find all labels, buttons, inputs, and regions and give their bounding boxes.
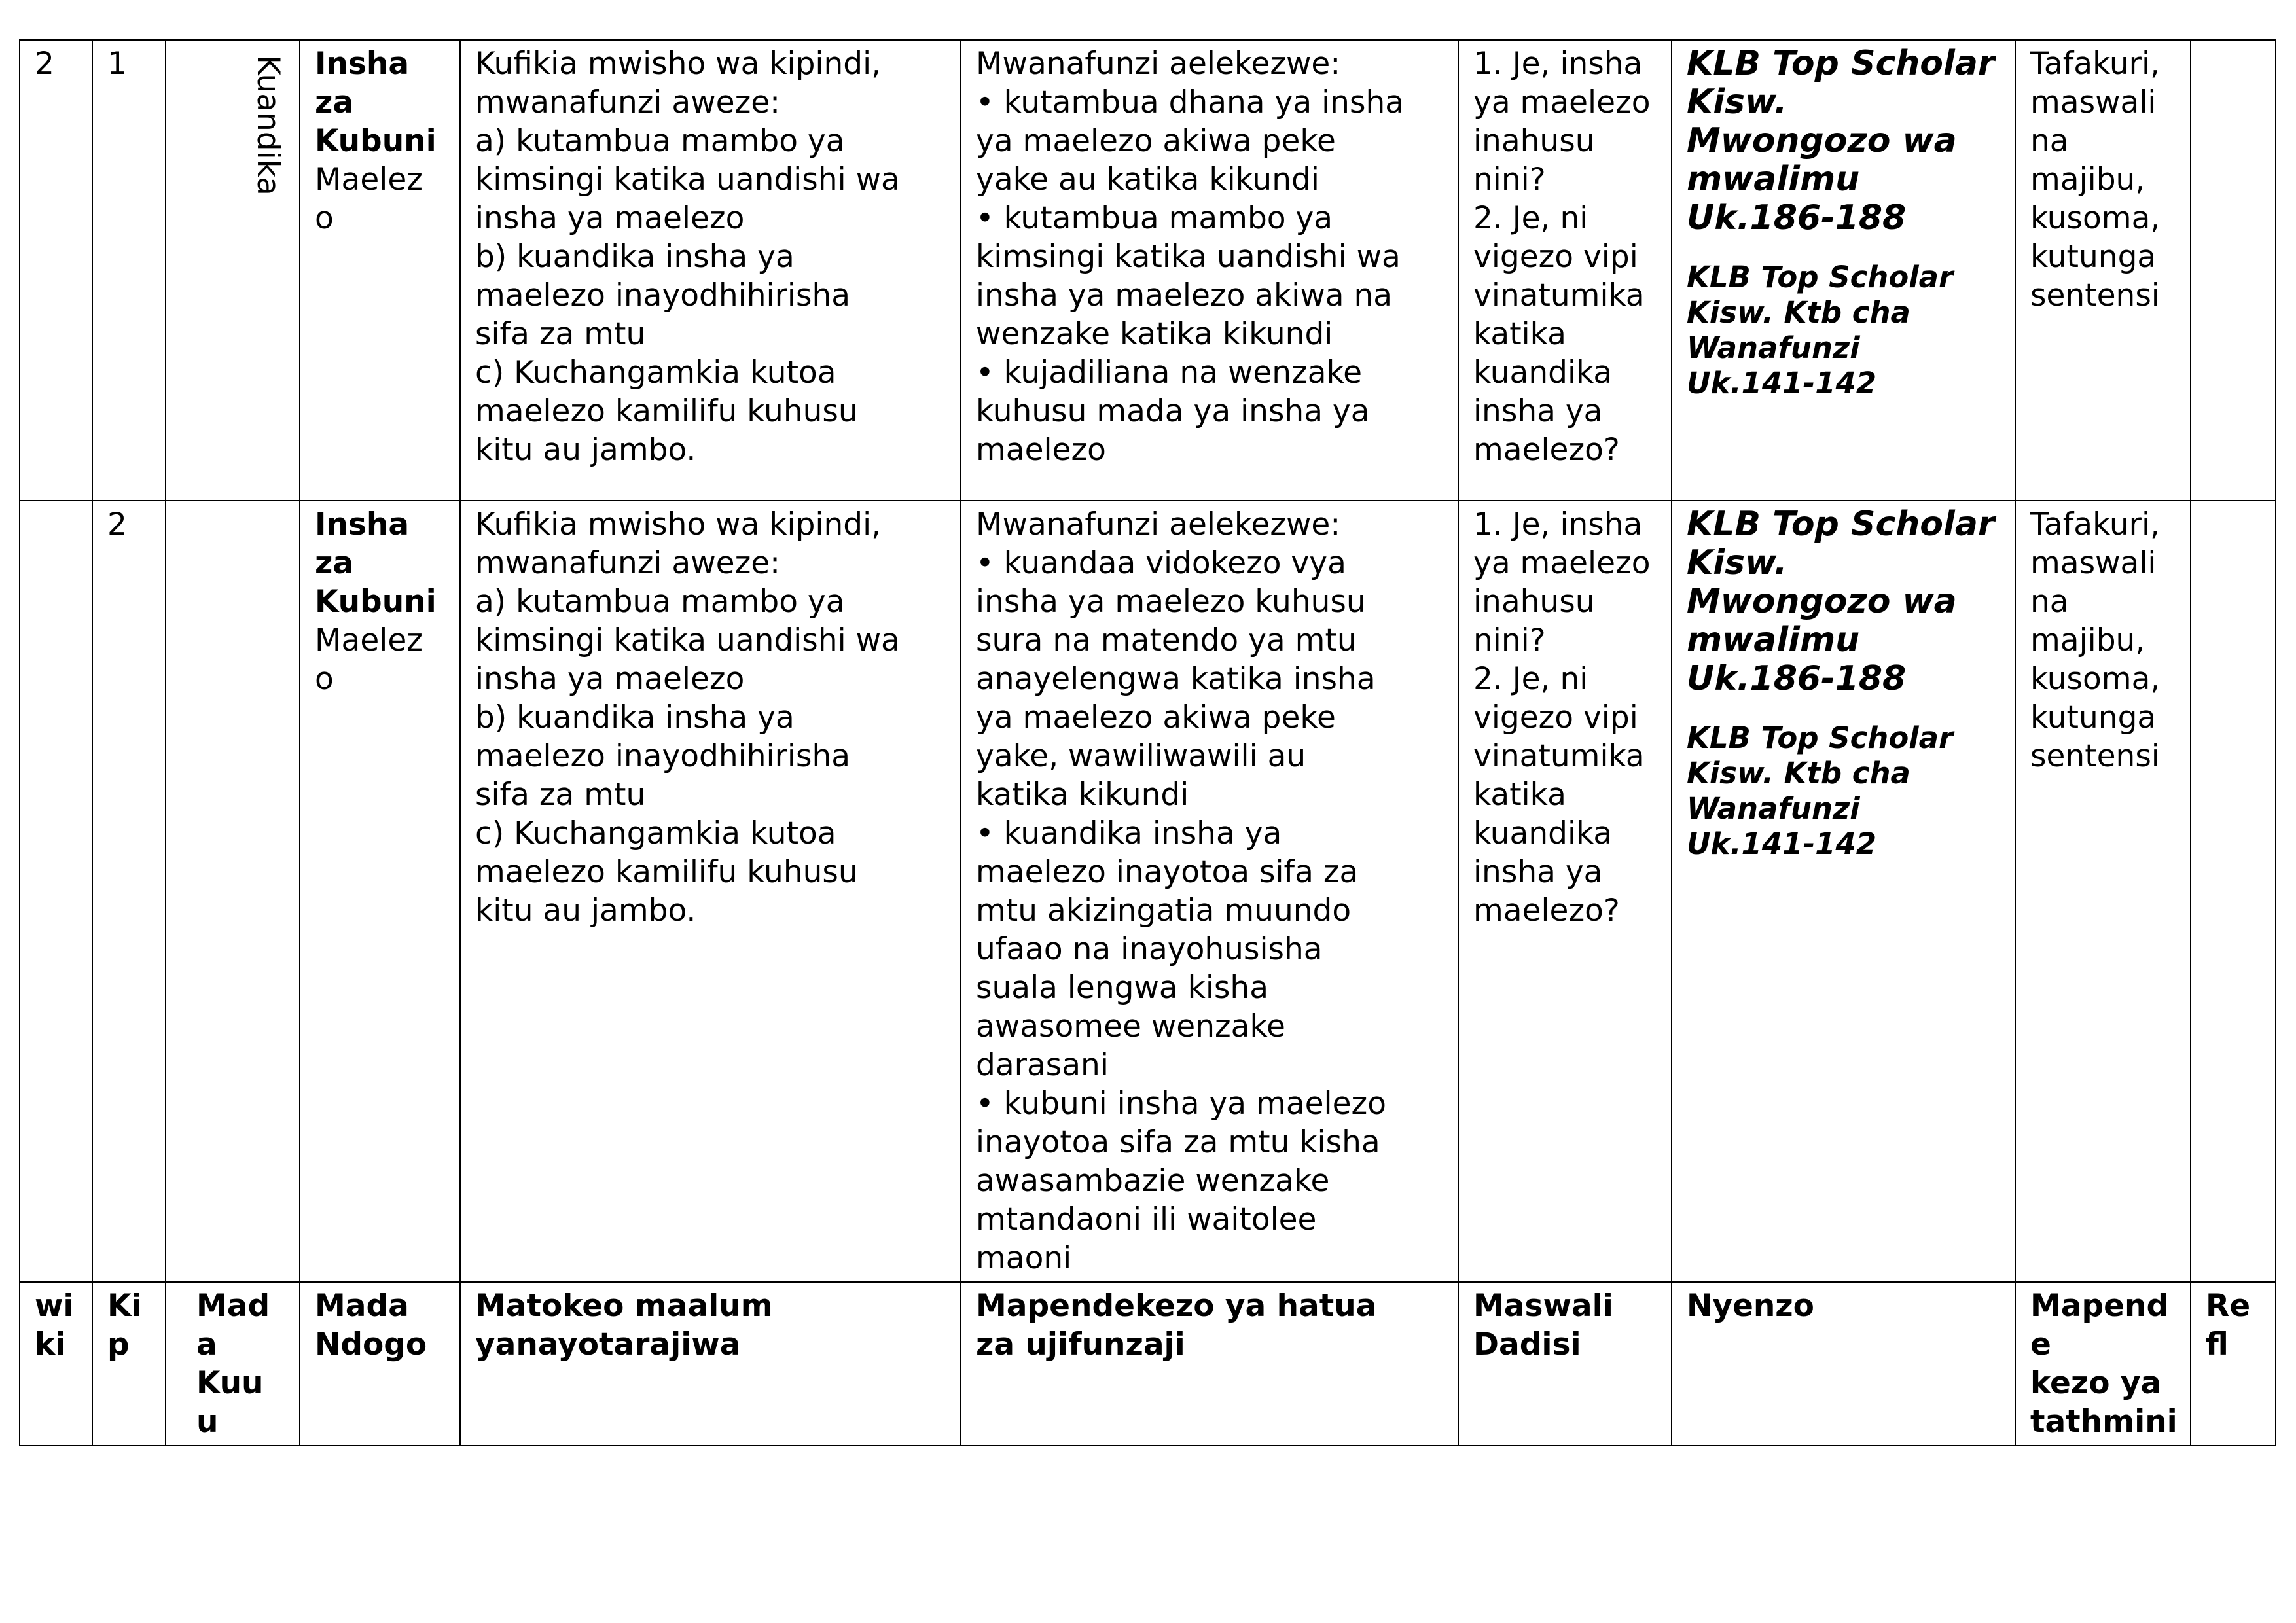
step-line: mtandaoni ili waitolee xyxy=(976,1202,1317,1238)
header-inquiry-questions xyxy=(1458,1282,1672,1446)
step-line: maelezo inayotoa sifa za xyxy=(976,854,1359,890)
step-line: kimsingi katika uandishi wa xyxy=(976,239,1401,275)
main-topic-cell xyxy=(166,501,300,1282)
header-text: u xyxy=(196,1404,219,1440)
question-line: insha ya xyxy=(1473,854,1603,890)
step-line: katika kikundi xyxy=(976,777,1189,813)
lesson-row xyxy=(20,40,2276,501)
outcome-line: maelezo kamilifu kuhusu xyxy=(475,393,858,429)
question-line: 2. Je, ni xyxy=(1473,661,1588,697)
header-text: Nyenzo xyxy=(1687,1288,1814,1324)
header-outcomes xyxy=(460,1282,961,1446)
lesson-number: 2 xyxy=(107,507,127,543)
lesson-cell xyxy=(92,40,166,501)
assessment-cell xyxy=(2015,501,2191,1282)
step-line: anayelengwa katika insha xyxy=(976,661,1376,697)
question-line: insha ya xyxy=(1473,393,1603,429)
subtopic-title-line: Insha xyxy=(315,46,410,82)
question-line: nini? xyxy=(1473,162,1546,198)
header-text: Kuu xyxy=(196,1365,264,1401)
outcome-line: c) Kuchangamkia kutoa xyxy=(475,815,836,851)
subtopic-sub-line: Maelez xyxy=(315,162,423,198)
step-line: maelezo xyxy=(976,432,1106,468)
subtopic-title-line: Kubuni xyxy=(315,123,437,159)
subtopic-title-line: za xyxy=(315,84,354,120)
outcome-line: b) kuandika insha ya xyxy=(475,239,795,275)
question-line: inahusu xyxy=(1473,123,1595,159)
question-line: nini? xyxy=(1473,622,1546,658)
step-line: wenzake katika kikundi xyxy=(976,316,1333,352)
step-line: sura na matendo ya mtu xyxy=(976,622,1357,658)
outcome-line: mwanafunzi aweze: xyxy=(475,545,780,581)
assessment-line: na xyxy=(2030,584,2069,620)
assessment-line: majibu, xyxy=(2030,622,2145,658)
resource-sub-line: Uk.141-142 xyxy=(1687,366,1877,401)
inquiry-questions-cell xyxy=(1458,40,1672,501)
outcome-line: insha ya maelezo xyxy=(475,661,745,697)
assessment-line: Tafakuri, xyxy=(2030,507,2160,543)
resource-sub-line: KLB Top Scholar xyxy=(1687,260,1954,294)
question-line: vinatumika xyxy=(1473,738,1645,774)
subtopic-title-line: za xyxy=(315,545,354,581)
outcome-line: kitu au jambo. xyxy=(475,893,696,929)
reflection-cell[interactable] xyxy=(2191,501,2276,1282)
subtopic-sub-line: o xyxy=(315,200,334,236)
resource-line: Uk.186-188 xyxy=(1687,659,1907,698)
subtopic-cell xyxy=(300,40,460,501)
scheme-of-work-table xyxy=(19,39,2276,1446)
assessment-line: sentensi xyxy=(2030,277,2160,313)
outcome-line: sifa za mtu xyxy=(475,316,646,352)
lesson-number: 1 xyxy=(107,46,127,82)
lesson-row xyxy=(20,501,2276,1282)
step-line: inayotoa sifa za mtu kisha xyxy=(976,1124,1380,1160)
outcome-line: kitu au jambo. xyxy=(475,432,696,468)
question-line: katika xyxy=(1473,777,1566,813)
subtopic-sub-line: o xyxy=(315,661,334,697)
question-line: vigezo vipi xyxy=(1473,700,1638,736)
outcome-line: a) kutambua mambo ya xyxy=(475,123,845,159)
resource-line: Mwongozo wa xyxy=(1687,121,1957,160)
header-text: Mad xyxy=(196,1288,270,1324)
subtopic-title-line: Kubuni xyxy=(315,584,437,620)
header-text: Ndogo xyxy=(315,1327,427,1363)
question-line: 1. Je, insha xyxy=(1473,46,1643,82)
resource-sub-line: Uk.141-142 xyxy=(1687,827,1877,861)
outcome-line: kimsingi katika uandishi wa xyxy=(475,162,900,198)
lesson-cell xyxy=(92,501,166,1282)
header-main-topic xyxy=(166,1282,300,1446)
header-text: Dadisi xyxy=(1473,1327,1581,1363)
assessment-cell xyxy=(2015,40,2191,501)
resource-line: Kisw. xyxy=(1687,543,1787,582)
step-line: • kuandika insha ya xyxy=(976,815,1282,851)
outcome-line: a) kutambua mambo ya xyxy=(475,584,845,620)
resource-line: Mwongozo wa xyxy=(1687,582,1957,621)
assessment-line: maswali xyxy=(2030,545,2157,581)
learning-steps-cell xyxy=(961,40,1458,501)
outcome-line: b) kuandika insha ya xyxy=(475,700,795,736)
resource-sub-line: Kisw. Ktb cha xyxy=(1687,756,1910,791)
subtopic-cell xyxy=(300,501,460,1282)
resource-sub-block xyxy=(1687,260,2008,401)
main-topic-text: Kuandika xyxy=(250,55,286,196)
header-text: Matokeo maalum xyxy=(475,1288,773,1324)
learning-steps-cell xyxy=(961,501,1458,1282)
step-line: maoni xyxy=(976,1240,1072,1276)
step-line: insha ya maelezo kuhusu xyxy=(976,584,1366,620)
question-line: vinatumika xyxy=(1473,277,1645,313)
resource-sub-line: Wanafunzi xyxy=(1687,330,1860,365)
column-header-row xyxy=(20,1282,2276,1446)
step-line: • kuandaa vidokezo vya xyxy=(976,545,1346,581)
outcome-line: insha ya maelezo xyxy=(475,200,745,236)
step-line: Mwanafunzi aelekezwe: xyxy=(976,46,1341,82)
header-learning-steps xyxy=(961,1282,1458,1446)
week-cell xyxy=(20,40,92,501)
question-line: kuandika xyxy=(1473,815,1613,851)
header-text: Ki xyxy=(107,1288,142,1324)
week-cell xyxy=(20,501,92,1282)
question-line: maelezo? xyxy=(1473,432,1620,468)
outcome-line: kimsingi katika uandishi wa xyxy=(475,622,900,658)
header-reflection xyxy=(2191,1282,2276,1446)
inquiry-questions-cell xyxy=(1458,501,1672,1282)
question-line: maelezo? xyxy=(1473,893,1620,929)
resources-cell xyxy=(1672,501,2015,1282)
header-week xyxy=(20,1282,92,1446)
assessment-line: majibu, xyxy=(2030,162,2145,198)
step-line: awasomee wenzake xyxy=(976,1008,1285,1044)
resource-sub-line: KLB Top Scholar xyxy=(1687,721,1954,755)
step-line: awasambazie wenzake xyxy=(976,1163,1330,1199)
assessment-line: kutunga xyxy=(2030,239,2157,275)
resource-line: KLB Top Scholar xyxy=(1687,505,1995,544)
outcomes-cell xyxy=(460,40,961,501)
step-line: darasani xyxy=(976,1047,1109,1083)
outcome-line: sifa za mtu xyxy=(475,777,646,813)
question-line: inahusu xyxy=(1473,584,1595,620)
step-line: yake, wawiliwawili au xyxy=(976,738,1306,774)
outcome-line: maelezo inayodhihirisha xyxy=(475,738,851,774)
resource-sub-line: Kisw. Ktb cha xyxy=(1687,295,1910,330)
resource-line: mwalimu xyxy=(1687,160,1860,199)
question-line: kuandika xyxy=(1473,355,1613,391)
resource-sub-line: Wanafunzi xyxy=(1687,791,1860,826)
step-line: yake au katika kikundi xyxy=(976,162,1319,198)
header-text: a xyxy=(196,1327,217,1363)
step-line: mtu akizingatia muundo xyxy=(976,893,1352,929)
assessment-line: kutunga xyxy=(2030,700,2157,736)
header-text: Maswali xyxy=(1473,1288,1613,1324)
header-text: ki xyxy=(35,1327,66,1363)
subtopic-sub-line: Maelez xyxy=(315,622,423,658)
question-line: 1. Je, insha xyxy=(1473,507,1643,543)
question-line: vigezo vipi xyxy=(1473,239,1638,275)
header-text: yanayotarajiwa xyxy=(475,1327,741,1363)
step-line: kuhusu mada ya insha ya xyxy=(976,393,1370,429)
assessment-line: maswali xyxy=(2030,84,2157,120)
resource-sub-block xyxy=(1687,721,2008,862)
question-line: 2. Je, ni xyxy=(1473,200,1588,236)
outcome-line: c) Kuchangamkia kutoa xyxy=(475,355,836,391)
outcome-line: Kufikia mwisho wa kipindi, xyxy=(475,46,882,82)
step-line: • kutambua mambo ya xyxy=(976,200,1333,236)
step-line: ya maelezo akiwa peke xyxy=(976,700,1336,736)
header-text: Mada xyxy=(315,1288,409,1324)
outcome-line: maelezo kamilifu kuhusu xyxy=(475,854,858,890)
header-text: fl xyxy=(2206,1327,2229,1363)
resources-cell xyxy=(1672,40,2015,501)
header-assessment xyxy=(2015,1282,2191,1446)
header-text: Re xyxy=(2206,1288,2251,1324)
resource-line: KLB Top Scholar xyxy=(1687,44,1995,83)
step-line: suala lengwa kisha xyxy=(976,970,1269,1006)
resource-line: mwalimu xyxy=(1687,620,1860,660)
header-lesson xyxy=(92,1282,166,1446)
assessment-line: kusoma, xyxy=(2030,661,2161,697)
assessment-line: kusoma, xyxy=(2030,200,2161,236)
step-line: • kutambua dhana ya insha xyxy=(976,84,1405,120)
header-text: wi xyxy=(35,1288,74,1324)
assessment-line: Tafakuri, xyxy=(2030,46,2160,82)
step-line: • kujadiliana na wenzake xyxy=(976,355,1363,391)
subtopic-title-line: Insha xyxy=(315,507,410,543)
header-text: kezo ya xyxy=(2030,1365,2162,1401)
assessment-line: sentensi xyxy=(2030,738,2160,774)
header-text: za ujifunzaji xyxy=(976,1327,1185,1363)
header-text: Mapendekezo ya hatua xyxy=(976,1288,1377,1324)
step-line: • kubuni insha ya maelezo xyxy=(976,1086,1386,1122)
main-topic-cell xyxy=(166,40,300,501)
outcome-line: Kufikia mwisho wa kipindi, xyxy=(475,507,882,543)
step-line: Mwanafunzi aelekezwe: xyxy=(976,507,1341,543)
header-text: tathmini xyxy=(2030,1404,2178,1440)
assessment-line: na xyxy=(2030,123,2069,159)
header-resources xyxy=(1672,1282,2015,1446)
outcome-line: maelezo inayodhihirisha xyxy=(475,277,851,313)
step-line: insha ya maelezo akiwa na xyxy=(976,277,1393,313)
header-text: p xyxy=(107,1327,130,1363)
step-line: ufaao na inayohusisha xyxy=(976,931,1323,967)
resource-line: Kisw. xyxy=(1687,82,1787,122)
outcomes-cell xyxy=(460,501,961,1282)
header-text: Mapende xyxy=(2030,1288,2169,1363)
reflection-cell[interactable] xyxy=(2191,40,2276,501)
question-line: ya maelezo xyxy=(1473,545,1651,581)
resource-line: Uk.186-188 xyxy=(1687,198,1907,238)
header-subtopic xyxy=(300,1282,460,1446)
step-line: ya maelezo akiwa peke xyxy=(976,123,1336,159)
question-line: ya maelezo xyxy=(1473,84,1651,120)
week-number: 2 xyxy=(35,46,54,82)
outcome-line: mwanafunzi aweze: xyxy=(475,84,780,120)
question-line: katika xyxy=(1473,316,1566,352)
